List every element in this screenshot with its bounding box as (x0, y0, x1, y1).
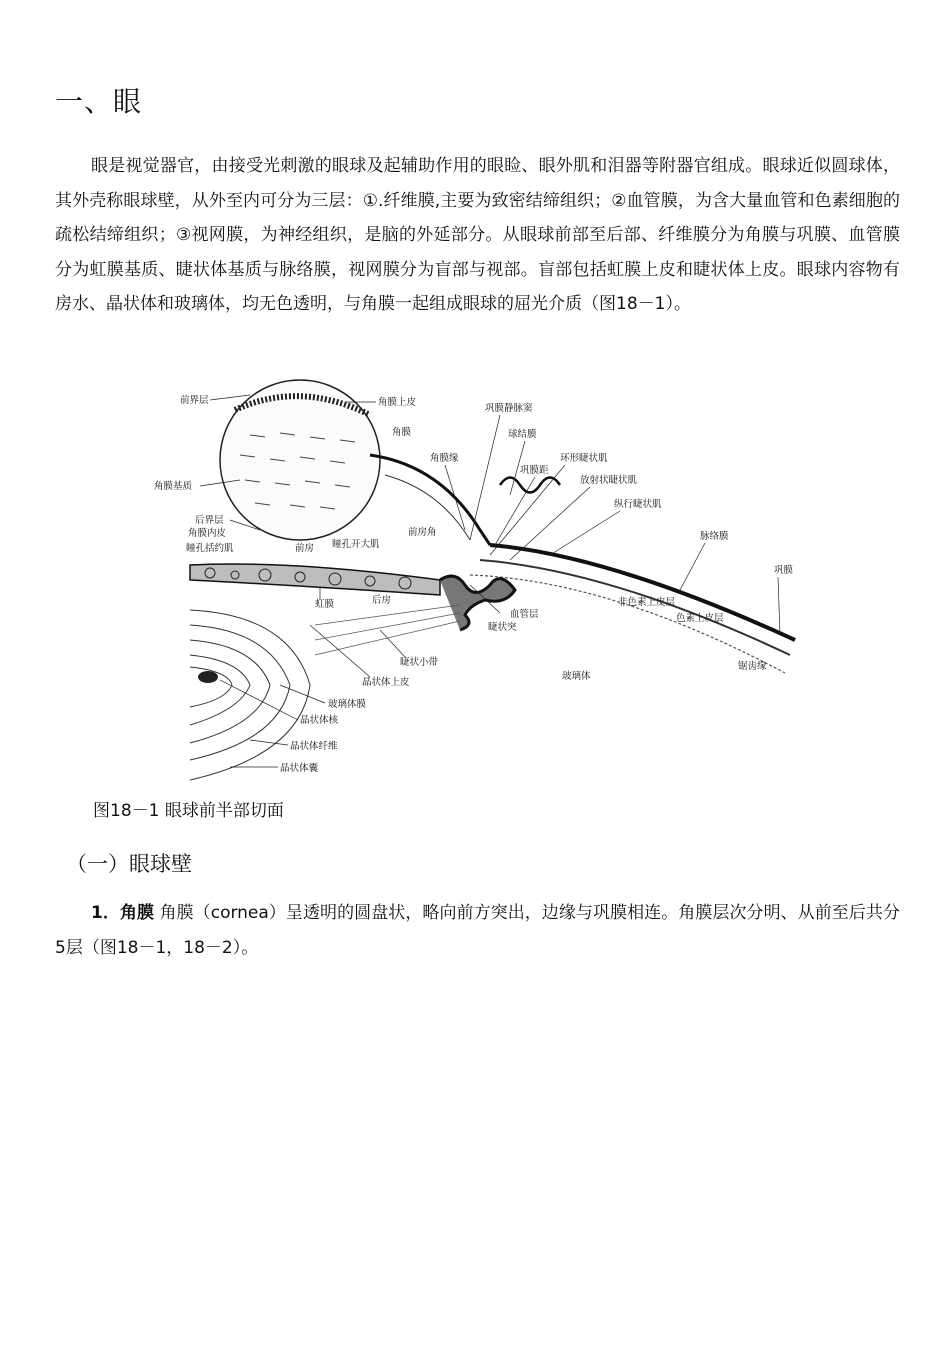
label-chamber-angle: 前房角 (408, 527, 437, 538)
label-conjunctiva: 球结膜 (508, 429, 537, 440)
label-corneal-epithelium: 角膜上皮 (378, 397, 417, 408)
label-longitudinal-ciliary-muscle: 纵行睫状肌 (614, 499, 662, 510)
label-lens-nucleus: 晶状体核 (300, 715, 339, 726)
label-lens-fiber: 晶状体纤维 (290, 741, 338, 752)
label-choroid: 脉络膜 (700, 531, 729, 542)
label-anterior-limiting-layer: 前界层 (180, 395, 209, 406)
eye-section-figure (140, 355, 815, 790)
label-sphincter-pupillae: 瞳孔括约肌 (186, 543, 234, 554)
label-circular-ciliary-muscle: 环形睫状肌 (560, 453, 608, 464)
label-cornea: 角膜 (392, 427, 412, 438)
label-iris: 虹膜 (315, 599, 335, 610)
cornea-number: 1． (91, 903, 120, 923)
label-ciliary-process: 睫状突 (488, 622, 517, 633)
label-lens-epithelium: 晶状体上皮 (362, 677, 410, 688)
label-scleral-venous-sinus: 巩膜静脉窦 (485, 403, 533, 414)
label-vitreous-body: 玻璃体 (562, 671, 591, 682)
label-pigment-epithelium: 色素上皮层 (676, 613, 724, 624)
intro-paragraph: 眼是视觉器官，由接受光刺激的眼球及起辅助作用的眼睑、眼外肌和泪器等附器官组成。眼球近似圆球体，其外壳称眼球壁，从外至内可分为三层：①.纤维膜,主要为致密结缔组织；②血管膜，为含大量血管和色素细胞的疏松结缔组织；③视网膜，为神经组织，是脑的外延部分。从眼球前部至后部、纤维膜分为角膜与巩膜、血管膜分为虹膜基质、睫状体基质与脉络膜，视网膜分为盲部与视部。盲部包括虹膜上皮和睫状体上皮。眼球内容物有房水、晶状体和玻璃体，均无色透明，与角膜一起组成眼球的屈光介质（图18－1）。 (55, 156, 900, 314)
label-anterior-chamber: 前房 (295, 543, 315, 554)
label-nonpigment-epithelium: 非色素上皮层 (618, 597, 676, 608)
label-ciliary-zonule: 睫状小带 (400, 657, 439, 668)
label-limbus: 角膜缘 (430, 453, 459, 464)
label-vitreous-membrane: 玻璃体膜 (328, 699, 367, 710)
section-heading: （一）眼球壁 (66, 852, 192, 876)
label-dilator-pupillae: 瞳孔开大肌 (332, 539, 380, 550)
label-ora-serrata: 锯齿缘 (738, 661, 767, 672)
label-posterior-limiting-layer: 后界层 (195, 515, 224, 526)
label-corneal-stroma: 角膜基质 (154, 481, 193, 492)
page-heading: 一、眼 (55, 85, 143, 118)
cornea-term: 角膜 (119, 903, 155, 923)
label-vascular-layer: 血管层 (510, 609, 539, 620)
figure-caption: 图18－1 眼球前半部切面 (93, 801, 284, 821)
label-posterior-chamber: 后房 (372, 595, 392, 606)
label-radial-ciliary-muscle: 放射状睫状肌 (580, 475, 638, 486)
magnified-cornea-circle (220, 380, 380, 540)
label-scleral-spur: 巩膜距 (520, 465, 549, 476)
label-sclera: 巩膜 (774, 565, 794, 576)
cornea-text: 角膜（cornea）呈透明的圆盘状，略向前方突出，边缘与巩膜相连。角膜层次分明、从前至后共分5层（图18－1，18－2）。 (55, 903, 900, 958)
cornea-paragraph (55, 896, 900, 965)
label-lens-capsule: 晶状体囊 (280, 763, 319, 774)
label-corneal-endothelium: 角膜内皮 (188, 528, 227, 539)
